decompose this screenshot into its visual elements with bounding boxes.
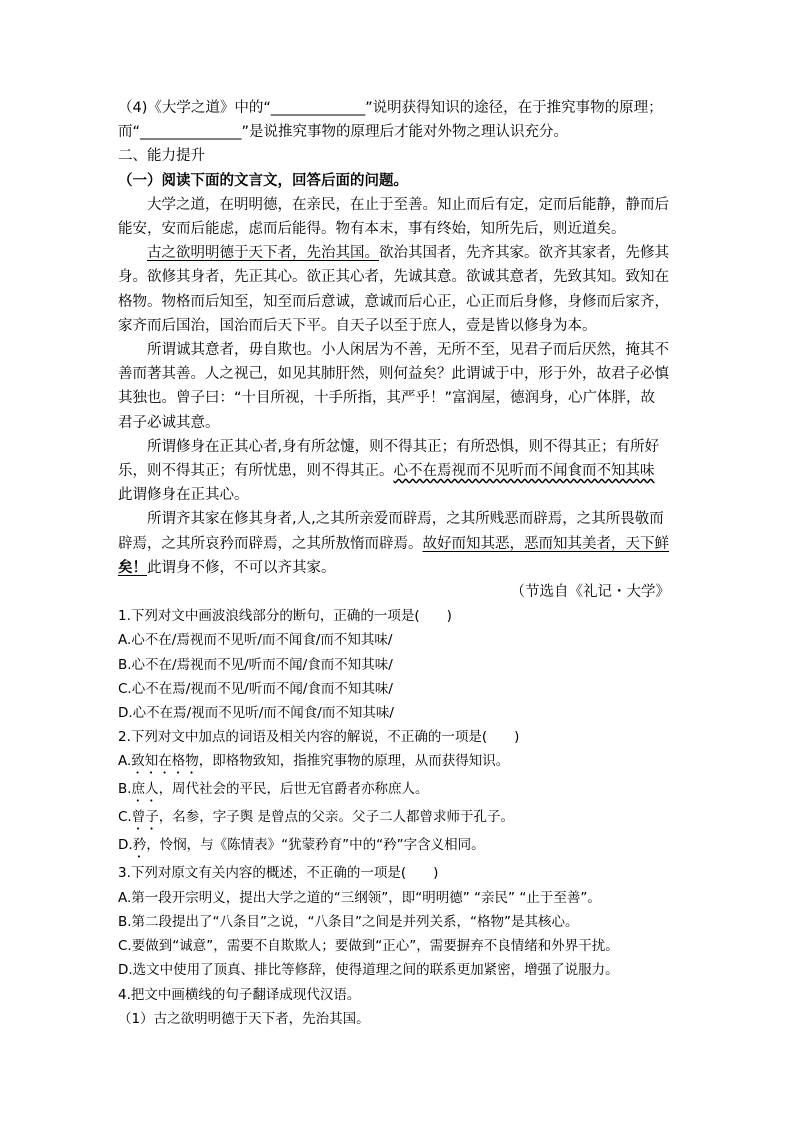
q3-option-d: D.选文中使用了顶真、排比等修辞，使得道理之间的联系更加紧密，增强了说服力。 [118, 962, 619, 979]
q2-option-b-text: ，周代社会的平民，后世无官爵者亦称庶人。 [158, 781, 429, 798]
q1-option-d: D.心不在焉/视而不见听/而不闻食/而不知其味/ [118, 705, 394, 722]
q2-option-b-dotted-term: 庶人 [131, 781, 159, 798]
passage-p5-line-3-rest: 此谓身不修，不可以齐其家。 [147, 559, 336, 576]
passage-p4-line-3: 此谓修身在正其心。 [118, 487, 249, 504]
q1-option-a: A.心不在/焉视而不见听/而不闻食/而不知其味/ [118, 632, 393, 649]
passage-p5-line-3 [118, 556, 678, 580]
q2-option-b-letter: B. [118, 781, 132, 798]
passage-p4-line-1: 所谓修身在正其心者,身有所忿懥，则不得其正；有所恐惧，则不得其正；有所好 [147, 438, 660, 455]
underlined-sentence-2-end: 矣！ [118, 559, 147, 576]
q2-option-d-letter: D. [118, 837, 133, 854]
q2-option-c [118, 805, 678, 833]
passage-p5-line-2-start: 辟焉，之其所哀矜而辟焉，之其所敖惰而辟焉。 [118, 535, 423, 552]
q3-option-b: B.第二段提出了“八条目”之说，“八条目”之间是并列关系，“格物”是其核心。 [118, 913, 579, 930]
q2-option-a-text: ，即格物致知，指推究事物的原理，从而获得知识。 [198, 753, 510, 770]
q4-sub-1: （1）古之欲明明德于天下者，先治其国。 [118, 1010, 370, 1027]
underlined-sentence-2: 故好而知其恶，恶而知其美者，天下鲜 [422, 535, 669, 552]
passage-p1-line-1: 大学之道，在明明德，在亲民，在止于至善。知止而后有定，定而后能静，静而后 [147, 196, 669, 213]
passage-p1-line-2: 能安，安而后能虑，虑而后能得。物有本末，事有终始，知所先后，则近道矣。 [118, 221, 626, 238]
passage-p3-line-2: 善而著其善。人之视己，如见其肺肝然，则何益矣？此谓诚于中，形于外，故君子必慎 [118, 366, 669, 383]
q3-option-c: C.要做到“诚意”，需要不自欺欺人；要做到“正心”，需要摒弃不良情绪和外界干扰。 [118, 938, 619, 955]
passage-p5-line-2 [118, 532, 678, 556]
passage-p2-line-2: 身。欲修其身者，先正其心。欲正其心者，先诚其意。欲诚其意者，先致其知。致知在 [118, 269, 669, 286]
q1-option-c: C.心不在焉/视而不见/听而不闻/食而不知其味/ [118, 680, 393, 697]
passage-p2-line-1 [118, 241, 678, 265]
passage-p2-line-1-rest: 欲治其国者，先齐其家。欲齐其家者，先修其 [379, 245, 669, 262]
document-page [118, 96, 678, 1031]
q2-option-a [118, 749, 678, 777]
passage-p2-line-3: 格物。物格而后知至，知至而后意诚，意诚而后心正，心正而后身修，身修而后家齐， [118, 293, 669, 310]
q2-option-c-text: ，名参，字子舆 是曾点的父亲。父子二人都曾求师于孔子。 [158, 809, 515, 826]
passage-p3-line-3: 其独也。曾子曰：“十目所视，十手所指，其严乎！”富润屋，德润身，心广体胖，故 [118, 390, 656, 407]
q2-option-a-letter: A. [118, 753, 132, 770]
passage-p4-line-2-start: 乐，则不得其正；有所忧患，则不得其正。 [118, 463, 394, 480]
passage-p3-line-1: 所谓诚其意者，毋自欺也。小人闲居为不善，无所不至，见君子而后厌然，掩其不 [147, 342, 669, 359]
q2-option-c-letter: C. [118, 809, 132, 826]
q4-fill-line-1: （4)《大学之道》中的“_____________”说明获得知识的途径，在于推究事物的原理； [118, 100, 663, 116]
passage-p2-line-4: 家齐而后国治，国治而后天下平。自天子以至于庶人，壹是皆以修身为本。 [118, 317, 597, 334]
underlined-sentence-1: 古之欲明明德于天下者，先治其国。 [147, 245, 379, 262]
q2-option-c-dotted-term: 曾子 [131, 809, 159, 826]
passage-p3-line-4: 君子必诚其意。 [118, 414, 220, 431]
wavy-underlined-sentence: 心不在焉视而不见听而不闻食而不知其味 [393, 463, 655, 480]
q2-option-b [118, 777, 678, 805]
section-heading: 二、能力提升 [118, 148, 205, 165]
passage-source: （节选自《礼记・大学》 [510, 584, 670, 601]
passage-p5-line-1: 所谓齐其家在修其身者,人,之其所亲爱而辟焉，之其所贱恶而辟焉，之其所畏敬而 [147, 511, 664, 528]
q1-option-b: B.心不在/焉视而不见/听而不闻/食而不知其味/ [118, 656, 393, 673]
section-subheading: （一）阅读下面的文言文，回答后面的问题。 [118, 172, 408, 189]
q2-option-d-dotted-term: 矜 [132, 837, 147, 854]
q3-option-a: A.第一段开宗明义，提出大学之道的“三纲领”，即“明明德” “亲民” “止于至善”。 [118, 889, 601, 906]
q2-option-d-text: ，怜悯，与《陈情表》“犹蒙矜育”中的“矜”字含义相同。 [146, 837, 485, 854]
q4-stem: 4.把文中画横线的句子翻译成现代汉语。 [118, 986, 361, 1003]
q2-option-d [118, 833, 678, 861]
q3-stem: 3.下列对原文有关内容的概述，不正确的一项是( ) [118, 865, 439, 882]
q1-stem: 1.下列对文中画波浪线部分的断句，正确的一项是( ) [118, 608, 452, 625]
q2-stem: 2.下列对文中加点的词语及相关内容的解说，不正确的一项是( ) [118, 729, 520, 746]
q2-option-a-dotted-term: 致知在格物 [131, 753, 199, 770]
passage-p4-line-2 [118, 459, 678, 483]
q4-fill-line-2: 而“______________”是说推究事物的原理后才能对外物之理认识充分。 [118, 124, 569, 141]
